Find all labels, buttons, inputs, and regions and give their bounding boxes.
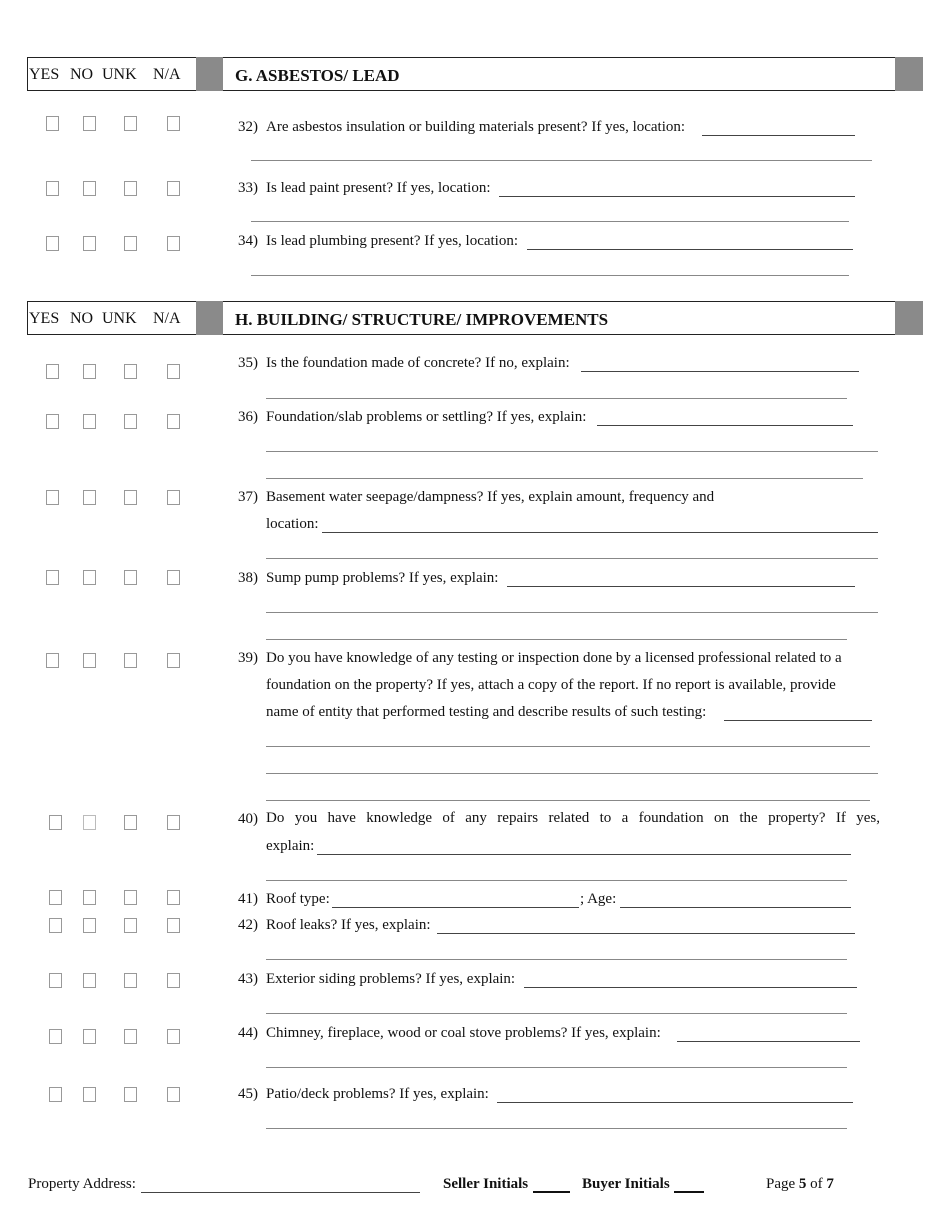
q37-answer-line[interactable] — [322, 532, 878, 533]
q37-unk-checkbox[interactable] — [124, 490, 137, 505]
checkbox-column-headers — [27, 301, 196, 335]
q39-unk-checkbox[interactable] — [124, 653, 137, 668]
na-header: N/A — [153, 66, 181, 83]
q33-na-checkbox[interactable] — [167, 181, 180, 196]
q45-number: 45) — [238, 1086, 258, 1102]
q45-no-checkbox[interactable] — [83, 1087, 96, 1102]
buyer-initials-label: Buyer Initials — [582, 1176, 670, 1192]
checkbox-column-headers — [27, 57, 196, 91]
q44-answer-line-2[interactable] — [266, 1067, 847, 1068]
q33-unk-checkbox[interactable] — [124, 181, 137, 196]
q35-number: 35) — [238, 355, 258, 371]
q39-text-line2: foundation on the property? If yes, attach a copy of the report. If no report is available, provide — [266, 677, 836, 693]
q35-unk-checkbox[interactable] — [124, 364, 137, 379]
q41-number: 41) — [238, 891, 258, 907]
q34-answer-line[interactable] — [527, 249, 853, 250]
q37-na-checkbox[interactable] — [167, 490, 180, 505]
q44-text: Chimney, fireplace, wood or coal stove problems? If yes, explain: — [266, 1025, 661, 1041]
q33-answer-line-2[interactable] — [251, 221, 849, 222]
q42-number: 42) — [238, 917, 258, 933]
property-address-line[interactable] — [141, 1192, 420, 1193]
q45-answer-line[interactable] — [497, 1102, 853, 1103]
q36-answer-line-2[interactable] — [266, 451, 878, 452]
q32-answer-line[interactable] — [702, 135, 855, 136]
q34-number: 34) — [238, 233, 258, 249]
q37-no-checkbox[interactable] — [83, 490, 96, 505]
q44-na-checkbox[interactable] — [167, 1029, 180, 1044]
q45-answer-line-2[interactable] — [266, 1128, 847, 1129]
q40-text-line1: Do you have knowledge of any repairs related to a foundation on the property? If yes, — [266, 810, 880, 826]
q38-answer-line-3[interactable] — [266, 639, 847, 640]
q41-roof-type-line[interactable] — [332, 907, 579, 908]
na-header: N/A — [153, 310, 181, 327]
q38-text: Sump pump problems? If yes, explain: — [266, 570, 499, 586]
header-shade-left — [196, 301, 223, 335]
q38-no-checkbox[interactable] — [83, 570, 96, 585]
q34-answer-line-2[interactable] — [251, 275, 849, 276]
q43-unk-checkbox[interactable] — [124, 973, 137, 988]
q40-na-checkbox[interactable] — [167, 815, 180, 830]
q40-yes-checkbox[interactable] — [49, 815, 62, 830]
section-header-h — [27, 301, 923, 335]
unk-header: UNK — [102, 310, 137, 327]
q43-answer-line[interactable] — [524, 987, 857, 988]
q34-unk-checkbox[interactable] — [124, 236, 137, 251]
q38-answer-line-2[interactable] — [266, 612, 878, 613]
q41-unk-checkbox[interactable] — [124, 890, 137, 905]
q38-number: 38) — [238, 570, 258, 586]
q32-answer-line-2[interactable] — [251, 160, 872, 161]
section-title-h: H. BUILDING/ STRUCTURE/ IMPROVEMENTS — [223, 301, 895, 335]
q41-age-label: ; Age: — [580, 891, 617, 907]
q40-unk-checkbox[interactable] — [124, 815, 137, 830]
q38-unk-checkbox[interactable] — [124, 570, 137, 585]
yes-header: YES — [29, 310, 60, 327]
q34-yes-checkbox[interactable] — [46, 236, 59, 251]
q38-answer-line[interactable] — [507, 586, 855, 587]
q40-number: 40) — [238, 811, 258, 827]
page-number: Page 5 of 7 — [766, 1176, 834, 1192]
q36-na-checkbox[interactable] — [167, 414, 180, 429]
q36-text: Foundation/slab problems or settling? If yes, explain: — [266, 409, 587, 425]
q45-yes-checkbox[interactable] — [49, 1087, 62, 1102]
q33-no-checkbox[interactable] — [83, 181, 96, 196]
section-title-g: G. ASBESTOS/ LEAD — [223, 57, 895, 91]
q36-answer-line-3[interactable] — [266, 478, 863, 479]
q39-answer-line-3[interactable] — [266, 773, 878, 774]
q35-no-checkbox[interactable] — [83, 364, 96, 379]
q40-no-checkbox[interactable] — [83, 815, 96, 830]
q35-answer-line-2[interactable] — [266, 398, 847, 399]
q41-no-checkbox[interactable] — [83, 890, 96, 905]
q33-text: Is lead paint present? If yes, location: — [266, 180, 491, 196]
q39-text-line1: Do you have knowledge of any testing or inspection done by a licensed professional related to a — [266, 650, 842, 666]
q32-number: 32) — [238, 119, 258, 135]
q32-no-checkbox[interactable] — [83, 116, 96, 131]
q32-unk-checkbox[interactable] — [124, 116, 137, 131]
q35-yes-checkbox[interactable] — [46, 364, 59, 379]
q37-number: 37) — [238, 489, 258, 505]
q37-text-line1: Basement water seepage/dampness? If yes, explain amount, frequency and — [266, 489, 715, 505]
q41-yes-checkbox[interactable] — [49, 890, 62, 905]
seller-initials-label: Seller Initials — [443, 1176, 529, 1192]
q39-no-checkbox[interactable] — [83, 653, 96, 668]
seller-initials-line[interactable] — [533, 1191, 570, 1193]
unk-header: UNK — [102, 66, 137, 83]
q35-answer-line[interactable] — [581, 371, 859, 372]
q35-na-checkbox[interactable] — [167, 364, 180, 379]
q32-yes-checkbox[interactable] — [46, 116, 59, 131]
q42-text: Roof leaks? If yes, explain: — [266, 917, 431, 933]
q44-number: 44) — [238, 1025, 258, 1041]
yes-header: YES — [29, 66, 60, 83]
buyer-initials-line[interactable] — [674, 1191, 704, 1193]
q36-unk-checkbox[interactable] — [124, 414, 137, 429]
q33-yes-checkbox[interactable] — [46, 181, 59, 196]
q43-na-checkbox[interactable] — [167, 973, 180, 988]
q38-na-checkbox[interactable] — [167, 570, 180, 585]
q43-number: 43) — [238, 971, 258, 987]
q40-answer-line-2[interactable] — [266, 880, 847, 881]
q43-no-checkbox[interactable] — [83, 973, 96, 988]
q44-yes-checkbox[interactable] — [49, 1029, 62, 1044]
q44-no-checkbox[interactable] — [83, 1029, 96, 1044]
q41-roof-type-label: Roof type: — [266, 891, 330, 907]
q42-answer-line[interactable] — [437, 933, 855, 934]
q42-answer-line-2[interactable] — [266, 959, 847, 960]
no-header: NO — [70, 310, 94, 327]
header-shade-right — [895, 57, 923, 91]
q44-unk-checkbox[interactable] — [124, 1029, 137, 1044]
q36-number: 36) — [238, 409, 258, 425]
q45-na-checkbox[interactable] — [167, 1087, 180, 1102]
q43-yes-checkbox[interactable] — [49, 973, 62, 988]
q40-answer-line[interactable] — [317, 854, 851, 855]
q34-no-checkbox[interactable] — [83, 236, 96, 251]
q39-answer-line-2[interactable] — [266, 746, 870, 747]
q39-yes-checkbox[interactable] — [46, 653, 59, 668]
q39-text-line3: name of entity that performed testing and describe results of such testing: — [266, 704, 707, 720]
q38-yes-checkbox[interactable] — [46, 570, 59, 585]
q32-text: Are asbestos insulation or building materials present? If yes, location: — [266, 119, 686, 135]
q33-number: 33) — [238, 180, 258, 196]
q43-answer-line-2[interactable] — [266, 1013, 847, 1014]
q37-yes-checkbox[interactable] — [46, 490, 59, 505]
q39-answer-line[interactable] — [724, 720, 872, 721]
q44-answer-line[interactable] — [677, 1041, 860, 1042]
q36-answer-line[interactable] — [597, 425, 853, 426]
q42-no-checkbox[interactable] — [83, 918, 96, 933]
q43-text: Exterior siding problems? If yes, explain: — [266, 971, 516, 987]
section-header-g — [27, 57, 923, 91]
q41-age-line[interactable] — [620, 907, 851, 908]
q34-text: Is lead plumbing present? If yes, location: — [266, 233, 519, 249]
q34-na-checkbox[interactable] — [167, 236, 180, 251]
q36-no-checkbox[interactable] — [83, 414, 96, 429]
q32-na-checkbox[interactable] — [167, 116, 180, 131]
q42-yes-checkbox[interactable] — [49, 918, 62, 933]
q37-text-line2: location: — [266, 516, 319, 532]
q39-answer-line-4[interactable] — [266, 800, 870, 801]
q37-answer-line-2[interactable] — [266, 558, 878, 559]
q35-text: Is the foundation made of concrete? If no, explain: — [266, 355, 570, 371]
q39-na-checkbox[interactable] — [167, 653, 180, 668]
q45-text: Patio/deck problems? If yes, explain: — [266, 1086, 489, 1102]
q36-yes-checkbox[interactable] — [46, 414, 59, 429]
no-header: NO — [70, 66, 94, 83]
q39-number: 39) — [238, 650, 258, 666]
header-shade-right — [895, 301, 923, 335]
property-address-label: Property Address: — [28, 1176, 136, 1192]
q45-unk-checkbox[interactable] — [124, 1087, 137, 1102]
q41-na-checkbox[interactable] — [167, 890, 180, 905]
q42-na-checkbox[interactable] — [167, 918, 180, 933]
q42-unk-checkbox[interactable] — [124, 918, 137, 933]
q33-answer-line[interactable] — [499, 196, 855, 197]
q40-text-line2: explain: — [266, 838, 315, 854]
header-shade-left — [196, 57, 223, 91]
